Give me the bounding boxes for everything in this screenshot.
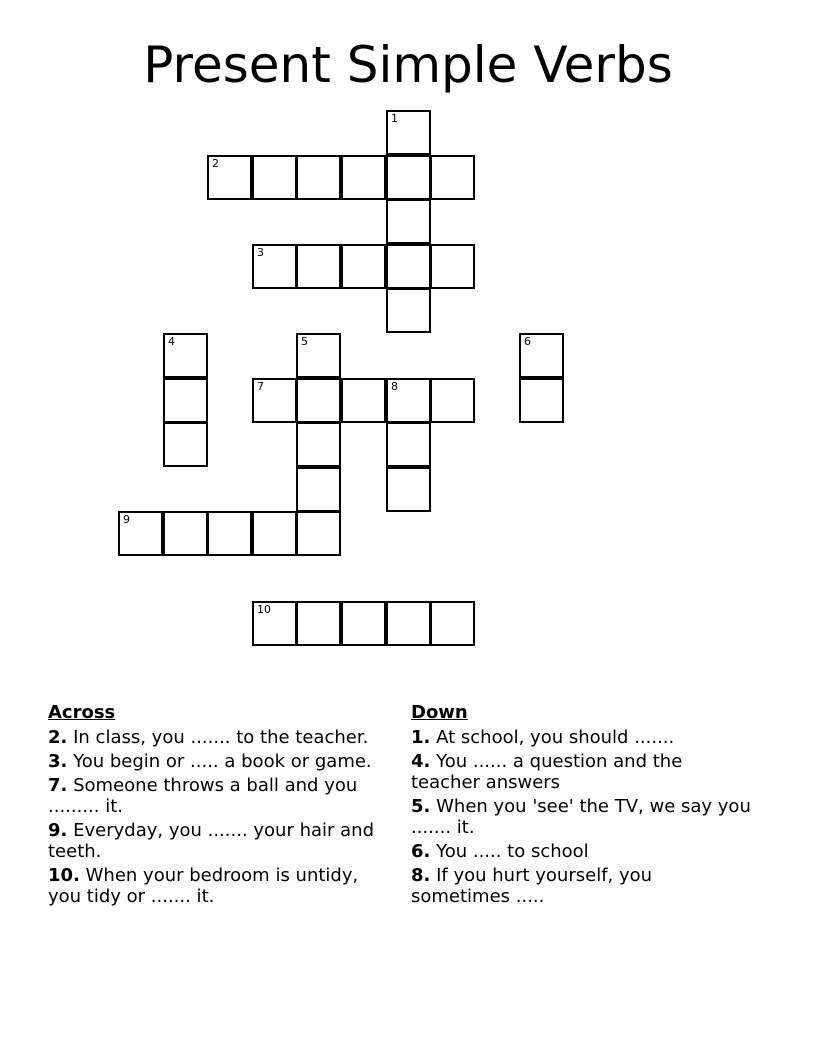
grid-cell[interactable] [341, 601, 386, 646]
cell-number: 1 [391, 112, 398, 125]
across-clue-7: 7. Someone throws a ball and you ......... it. [48, 775, 358, 817]
cell-number: 2 [212, 157, 219, 170]
cell-number: 4 [168, 335, 175, 348]
down-heading: Down [411, 702, 468, 723]
grid-cell[interactable] [430, 601, 475, 646]
grid-cell[interactable] [386, 155, 431, 200]
down-clue-4: 4. You ...... a question and the teacher answers [411, 751, 683, 793]
cell-number: 3 [257, 246, 264, 259]
grid-cell[interactable] [296, 511, 341, 556]
grid-cell[interactable] [296, 467, 341, 512]
cell-number: 9 [123, 513, 130, 526]
across-clue-2: 2. In class, you ....... to the teacher. [48, 727, 369, 748]
grid-cell[interactable] [519, 378, 564, 423]
grid-cell[interactable] [163, 333, 208, 378]
grid-cell[interactable] [341, 155, 386, 200]
across-clues [48, 702, 393, 910]
grid-cell[interactable] [341, 244, 386, 289]
cell-number: 10 [257, 603, 271, 616]
grid-cell[interactable] [163, 422, 208, 467]
puzzle-title: Present Simple Verbs [143, 36, 673, 94]
grid-cell[interactable] [386, 467, 431, 512]
across-clue-9: 9. Everyday, you ....... your hair and teeth. [48, 820, 375, 862]
grid-cell[interactable] [296, 333, 341, 378]
grid-cell[interactable] [386, 422, 431, 467]
grid-cell[interactable] [252, 511, 297, 556]
grid-cell[interactable] [252, 244, 297, 289]
grid-cell[interactable] [386, 199, 431, 244]
grid-cell[interactable] [207, 511, 252, 556]
grid-cell[interactable] [430, 244, 475, 289]
grid-cell[interactable] [386, 288, 431, 333]
grid-cell[interactable] [207, 155, 252, 200]
grid-cell[interactable] [386, 601, 431, 646]
down-clue-1: 1. At school, you should ....... [411, 727, 675, 748]
grid-cell[interactable] [252, 378, 297, 423]
grid-cell[interactable] [430, 378, 475, 423]
grid-cell[interactable] [296, 601, 341, 646]
down-clues [411, 702, 751, 910]
across-clue-3: 3. You begin or ..... a book or game. [48, 751, 372, 772]
cell-number: 5 [301, 335, 308, 348]
across-clue-10: 10. When your bedroom is untidy, you tidy or ....... it. [48, 865, 359, 907]
grid-cell[interactable] [386, 110, 431, 155]
grid-cell[interactable] [163, 511, 208, 556]
grid-cell[interactable] [296, 244, 341, 289]
grid-cell[interactable] [296, 422, 341, 467]
cell-number: 6 [524, 335, 531, 348]
grid-cell[interactable] [252, 601, 297, 646]
down-clue-6: 6. You ..... to school [411, 841, 589, 862]
grid-cell[interactable] [386, 378, 431, 423]
grid-cell[interactable] [386, 244, 431, 289]
grid-cell[interactable] [341, 378, 386, 423]
cell-number: 7 [257, 380, 264, 393]
cell-number: 8 [391, 380, 398, 393]
grid-cell[interactable] [430, 155, 475, 200]
grid-cell[interactable] [118, 511, 163, 556]
across-heading: Across [48, 702, 116, 723]
grid-cell[interactable] [296, 155, 341, 200]
grid-cell[interactable] [252, 155, 297, 200]
grid-cell[interactable] [519, 333, 564, 378]
down-clue-8: 8. If you hurt yourself, you sometimes ..... [411, 865, 653, 907]
down-clue-5: 5. When you 'see' the TV, we say you ....... it. [411, 796, 751, 838]
grid-cell[interactable] [296, 378, 341, 423]
grid-cell[interactable] [163, 378, 208, 423]
